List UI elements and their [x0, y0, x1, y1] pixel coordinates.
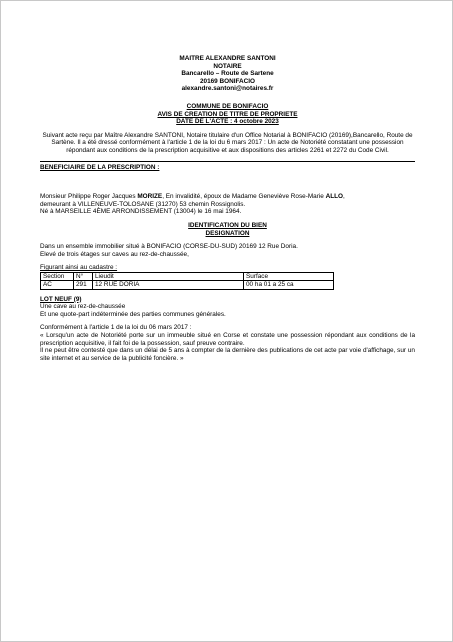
- property-description: Elevé de trois étages sur caves au rez-de-chaussée,: [40, 250, 189, 258]
- lot-heading: LOT NEUF (9): [40, 295, 82, 303]
- notice-date: DATE DE L'ACTE : 4 octobre 2023: [176, 118, 279, 126]
- cadastre-header-lieudit: Lieudit: [93, 272, 244, 280]
- designation-heading: DESIGNATION: [205, 229, 250, 237]
- legal-paragraph-1: « Lorsqu'un acte de Notoriété porte sur un immeuble situé en Corse et constate une possession répondant aux conditions de la prescription acquisitive, il fait foi de la possession, sauf preuve contraire.: [40, 332, 415, 347]
- beneficiary-surname: MORIZE: [137, 193, 163, 201]
- cadastre-cell-surface: 00 ha 01 a 25 ca: [244, 281, 334, 289]
- section-divider: [40, 161, 415, 162]
- beneficiary-intro: Monsieur Philippe Roger Jacques: [40, 193, 138, 201]
- cadastre-header-row: [41, 272, 334, 280]
- notary-title: NOTAIRE: [213, 62, 242, 70]
- notary-email: alexandre.santoni@notaires.fr: [181, 85, 274, 93]
- cadastre-cell-number: 291: [74, 281, 93, 289]
- cadastre-label: Figurant ainsi au cadastre :: [40, 264, 118, 272]
- document-body: [40, 55, 415, 362]
- beneficiary-line1-end: ,: [343, 193, 345, 201]
- notary-address-line2: 20169 BONIFACIO: [199, 77, 256, 85]
- lot-line2: Et une quote-part indéterminée des parties communes générales.: [40, 310, 226, 318]
- legal-intro: Conformément à l'article 1 de la loi du 06 mars 2017 :: [40, 324, 192, 332]
- property-heading: IDENTIFICATION DU BIEN: [188, 221, 267, 229]
- beneficiary-birth: Né à MARSEILLE 4ÈME ARRONDISSEMENT (13004) le 16 mai 1964.: [40, 208, 242, 216]
- beneficiary-spouse-surname: ALLO: [325, 193, 344, 201]
- property-location: Dans un ensemble immobilier situé à BONIFACIO (CORSE-DU-SUD) 20169 12 Rue Doria.: [40, 243, 298, 251]
- notary-address-line1: Bancarello – Route de Sartene: [181, 70, 274, 78]
- cadastre-cell-section: AC: [41, 281, 74, 289]
- cadastre-header-section: Section: [41, 272, 74, 280]
- notice-commune: COMMUNE DE BONIFACIO: [186, 102, 269, 110]
- cadastre-table: [40, 272, 334, 290]
- legal-paragraph-2: Il ne peut être contesté que dans un délai de 5 ans à compter de la dernière des publications de cet acte par voie d'affichage, sur un site internet et au service de la publicité foncière. »: [40, 347, 415, 362]
- beneficiary-address: demeurant à VILLENEUVE-TOLOSANE (31270) 53 chemin Rossignolis.: [40, 200, 246, 208]
- notary-name: MAITRE ALEXANDRE SANTONI: [179, 55, 276, 62]
- table-row: [41, 281, 334, 289]
- notary-header: [40, 55, 415, 93]
- notice-title: AVIS DE CREATION DE TITRE DE PROPRIETE: [157, 110, 298, 118]
- beneficiary-line1: [40, 193, 415, 201]
- beneficiary-heading: BENEFICIAIRE DE LA PRESCRIPTION :: [40, 163, 160, 171]
- cadastre-header-number: N°: [74, 272, 93, 280]
- beneficiary-spouse-intro: , En invalidité, époux de Madame Geneviève Rose-Marie: [162, 193, 326, 201]
- cadastre-cell-lieudit: 12 RUE DORIA: [93, 281, 244, 289]
- cadastre-header-surface: Surface: [244, 272, 334, 280]
- notice-intro: Suivant acte reçu par Maître Alexandre SANTONI, Notaire titulaire d'un Office Notarial à BONIFACIO (20169),Bancarello, Route de Sartène. Il a été dressé conformément à l'article 1 de la loi du 6 mars 2017 : Un acte de Notoriété constatant une possession répondant aux conditions de la prescription acquisitive et aux dispositions des articles 2261 et 2272 du Code Civil.: [42, 131, 413, 154]
- lot-line1: Une cave au rez-de-chaussée: [40, 303, 126, 311]
